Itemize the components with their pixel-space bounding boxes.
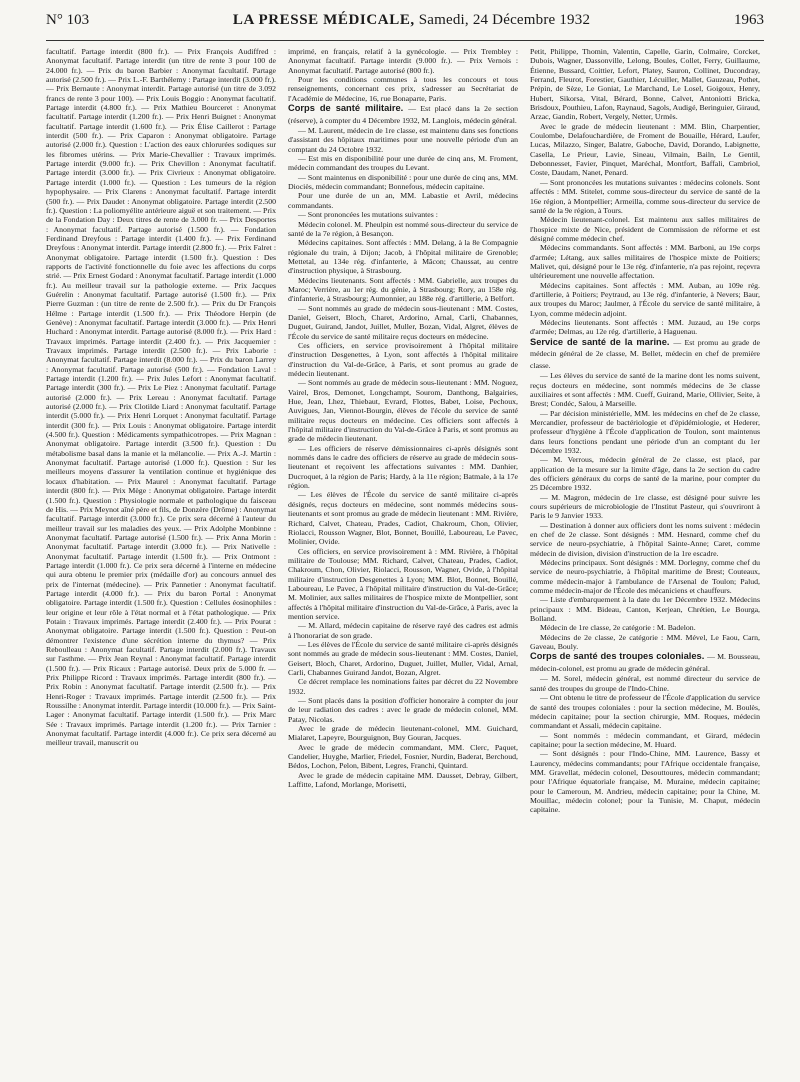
paragraph: — Destination à donner aux officiers dont les noms suivent : médecin en chef de 2e classe. Sont désignés : MM. Hesnard, comme chef du service de neuro-psychiatrie, à l'hôpital Sainte-Anne; Caret, comme médecin de division, division d'instruction de la 1re escadre. <box>530 520 760 558</box>
paragraph: — Sont nommés : médecin commandant, et Girard, médecin capitaine; pour la section médecine, M. Huard. <box>530 730 760 749</box>
section-heading: Corps de santé militaire. — Est placé dans la 2e section (réserve), à compter du 4 Décembre 1932, M. Langlois, médecin général. <box>288 103 518 125</box>
column-2 <box>288 47 518 1077</box>
paragraph: Médecin colonel. M. Pheulpin est nommé sous-directeur du service de santé de la 7e région, à Besançon. <box>288 219 518 238</box>
paragraph: Ces officiers, en service provisoirement à l'hôpital militaire d'instruction Desgenettes, à Lyon, sont affectés à l'hôpital militaire d'instruction du Val-de-Grâce, à Paris, et sont promus au grade de médecin lieutenant. <box>288 340 518 378</box>
issue-number: N° 103 <box>46 12 90 28</box>
paragraph: Pour une durée de un an, MM. Labastie et Avril, médecins commandants. <box>288 191 518 210</box>
paragraph: — M. Magron, médecin de 1re classe, est désigné pour suivre les cours supérieurs de microbiologie de l'Institut Pasteur, qui s'ouvriront à Paris le 9 Janvier 1933. <box>530 492 760 521</box>
paragraph: — Les officiers de réserve démissionnaires ci-après désignés sont nommés dans le cadre des officiers de réserve au grade de médecin sous-lieutenant et reçoivent les affectations suivantes : MM. Danhier, Ducroquet, à la région de Paris; Hardy, à la 11e région; Batmale, à la 17e région. <box>288 443 518 491</box>
paragraph: Médecin lieutenant-colonel. Est maintenu aux salles militaires de l'hospice mixte de Nice, président de Commission de réforme et est désigné comme médecin chef. <box>530 215 760 243</box>
paragraph: Médecins lieutenants. Sont affectés : MM. Juzaud, au 19e corps d'armée; Delmas, au 12e rég. d'artillerie, à Haguenau. <box>530 317 760 337</box>
journal-name: LA PRESSE MÉDICALE, <box>232 12 415 28</box>
column-3 <box>530 47 760 1077</box>
paragraph: Médecin de 1re classe, 2e catégorie : M. Badelon. <box>540 623 696 633</box>
paragraph: — Les élèves de l'École du service de santé militaire ci-après désignés sont nommés au grade de médecin sous-lieutenant : MM. Costes, Daniel, Geisert, Bloch, Charet, Ardorino, Duguet, Juillet, Muller, Vidal, Arnal, Carli, Chabannes Guirand Jandot, Bozan, Algret. <box>288 639 518 677</box>
section-heading: Service de santé de la marine. — Est promu au grade de médecin général de 2e classe, M. Bellet, médecin en chef de première classe. <box>530 336 760 370</box>
page-header <box>46 12 764 41</box>
paragraph: — Est mis en disponibilité pour une durée de cinq ans, M. Froment, médecin commandant des troupes du Levant. <box>288 154 518 173</box>
paragraph: Pour les conditions communes à tous les concours et tous renseignements, concernant ces prix, s'adresser au Secrétariat de l'Académie de Médecine, 16, rue Bonaparte, Paris. <box>288 75 518 103</box>
paragraph: Médecins principaux. Sont désignés : MM. Dorlegny, comme chef du service de neuro-psychiatrie, à l'hôpital maritime de Brest; Couteaux, comme médecin-major à l'ambulance de l'Arsenal de Toulon; Palud, comme médecin-major de l'École des mécaniciens et chauffeurs. <box>530 558 760 596</box>
issue-date: Samedi, 24 Décembre 1932 <box>418 12 591 28</box>
paragraph: — M. Verrous, médecin général de 2e classe, est placé, par application de la mesure sur la limite d'âge, dans la 2e section du cadre des officiers généraux du corps de santé de la marine, pour compter du 25 Décembre 1932. <box>530 455 760 493</box>
paragraph: — Liste d'embarquement à la date du 1er Décembre 1932. Médecins principaux : MM. Bideau, Canton, Kerjean, Chrétien, Le Bourga, Bolland. <box>530 595 760 624</box>
paragraph: Ce décret remplace les nominations faites par décret du 22 Novembre 1932. <box>288 677 518 696</box>
paragraph: Avec le grade de médecin capitaine MM. Dausset, Debray, Gilbert, Laffitte, Lafond, Morlange, Morisetti, <box>288 770 518 790</box>
paragraph: Médecins de 2e classe, 2e catégorie : MM. Mével, Le Faou, Carn, Gaveau, Bouly. <box>530 632 760 652</box>
paragraph: Avec le grade de médecin lieutenant-colonel, MM. Guichard, Mialaret, Lapeyre, Bourguignon, Buy Gouran, Jacques. <box>288 724 518 743</box>
page-number: 1963 <box>733 12 764 28</box>
text-columns <box>46 47 764 1077</box>
paragraph: — Sont prononcées les mutations suivantes : médecins colonels. Sont affectés : MM. Stitelet, comme sous-directeur du service de santé de la 16e région, à Montpellier; Armeilla, comme sous-directeur du service de santé de la 9e région, à Tours. <box>530 177 760 215</box>
paragraph: — Par décision ministérielle, MM. les médecins en chef de 2e classe, Mercandier, professeur de bactériologie et d'épidémiologie, et Hederer, professeur d'hygiène à l'École d'application de Toulon, sont maintenus dans leurs fonctions pendant une période d'un an comptant du 1er Décembre 1932. <box>530 408 760 455</box>
paragraph: — M. Laurent, médecin de 1re classe, est maintenu dans ses fonctions d'assistant des hôpitaux maritimes pour une nouvelle période d'un an comptant du 24 Octobre 1932. <box>288 126 518 154</box>
paragraph: — Les élèves du service de santé de la marine dont les noms suivent, reçus docteurs en médecine, sont nommés médecins de 3e classe auxiliaires et sont affectés : MM. Cueff, Guirand, Marie, Ollivier, Seite, à Brest; Condéc, Salou, à Marseille. <box>530 371 760 409</box>
column-1 <box>46 47 276 1077</box>
paragraph: Médecins commandants. Sont affectés : MM. Barboni, au 19e corps d'armée; Létang, aux salles militaires de l'hospice mixte de Poitiers; Malivet, qui, désigné pour le 13e rég. d'infanterie, n'a pas rejoint, reçevra ultérieurement une nouvelle affectation. <box>530 243 760 281</box>
paragraph: Médecins capitaines. Sont affectés : MM. Delang, à la 8e Compagnie régionale du train, à Dijon; Jacob, à l'hôpital militaire de Grenoble; Mettetal, au 134e rég. d'infanterie, à Mâcon; Chaussat, au centre d'instruction physique, à Strasbourg. <box>288 238 518 276</box>
paragraph: Petit, Philippe, Thomin, Valentin, Capelle, Garin, Colmaire, Corcket, Dubois, Wagner, Dassonville, Lelong, Boules, Collet, Ferry, Guillaume, Étienne, Bussard, Coittier, Lefort, Platey, Sauron, Collinet, Ducondray, Ferrand, Fleurot, Forestier, Gauthier, Lécuiller, Mallet, Gauzeau, Pothet, Prépin, de Sèze, Le Goniat, Le Marchand, Le Losel, Goigoux, Henry, Hubert, Sikorsa, Vital, Bérard, Bonne, Calvet, Antoniotti Bricka, Brisdoux, Pouthieu, Lafon, Raynaud, Sagols, Audigé, Beringuier, Giraud, Arzac, Gandin, Robert, Vergely, Netter, Urmès. <box>530 47 760 122</box>
paragraph: — Sont prononcées les mutations suivantes : <box>298 210 438 220</box>
paragraph: — M. Sorel, médecin général, est nommé directeur du service de santé des troupes du groupe de l'Indo-Chine. <box>530 674 760 693</box>
paragraph: — Sont désignés : pour l'Indo-Chine, MM. Laurence, Bassy et Laurency, médecins commandants; pour l'Afrique occidentale française, MM. Gravellat, médecin colonel, Desouttoures, médecin commandant; pour l'Afrique équatoriale française, M. Muraine, médecin capitaine; pour le Cameroun, M. Andrieu, médecin capitaine; pour la Chine, M. Mouillac, médecin colonel; pour la Tunisie, M. Chaput, médecin capitaine. <box>530 749 760 815</box>
paragraph: imprimé, en français, relatif à la gynécologie. — Prix Trembley : Anonymat facultatif. Partage interdit (9.000 fr.). — Prix Vernois : Anonymat facultatif. Partage autorisé (800 fr.). <box>288 47 518 75</box>
journal-title <box>233 12 590 29</box>
paragraph: Médecins capitaines. Sont affectés : MM. Auban, au 109e rég. d'artillerie, à Poitiers; Peytraud, au 13e rég. d'infanterie, à Nevers; Baur, aux troupes du Maroc; Jaulmer, à l'École du service de santé militaire, à Lyon, comme médecin adjoint. <box>530 280 760 318</box>
paragraph: — Sont placés dans la position d'officier honoraire à compter du jour de leur radiation des cadres : avec le grade de médecin colonel, MM. Patay, Nicolas. <box>288 696 518 724</box>
paragraph: — Sont nommés au grade de médecin sous-lieutenant : MM. Noguez, Vairel, Bros, Demonet, Longchampt, Sourom, Danthong, Balgairies, Hue, Jean, Lhez, Thiebaut, Evrard, Flottes, Babet, Loise, Pechoux, Auvigues, Jan, Viennot-Bourgin, élèves de l'école du service de santé militaire reçus docteurs en médecine. Ces officiers sont affectés à l'hôpital militaire d'instruction du Val-de-Grâce à Paris, et sont promus au grade de médecin lieutenant. <box>288 378 518 444</box>
paragraph: Médecins lieutenants. Sont affectés : MM. Gabrielle, aux troupes du Maroc; Verrière, au 1er rég. du génie, à Strasbourg; Rory, au 158e rég. d'infanterie, à Strasbourg; Aumonnier, au 188e rég. d'artillerie, à Belfort. <box>288 275 518 304</box>
section-heading: Corps de santé des troupes coloniales. — M. Bousseau, médecin-colonel, est promu au grade de médecin général. <box>530 651 760 673</box>
paragraph: Avec le grade de médecin lieutenant : MM. Blin, Charpentier, Coulombe, Delafouchardière, de Froment de Bouaille, Hérard, Laufer, Lucas, Milazzo, Singer, Balatre, Gaboche, David, Dorando, Labignette, Casella, Le Prieur, Lavie, Sineau, Vilmain, Bailn, Le Gentil, Debonnesset, Favier, Pinquet, Maréchal, Montfort, Baffali, Cambriol, Coste, Daudam, Nanet, Penard. <box>530 121 760 178</box>
paragraph: — Sont maintenus en disponibilité : pour une durée de cinq ans, MM. Diociès, médecin commandant; Bonnefous, médecin capitaine. <box>288 172 518 192</box>
paragraph: — Les élèves de l'École du service de santé militaire ci-après désignés, reçus docteurs en médecine, sont nommés médecins sous-lieutenants et sont promus au grade de médecin lieutenant : MM. Rivière, Richard, Calvet, Chateau, Prades, Cadiot, Chakroum, Chon, Olivier, Riolacci, Rousson Wagner, Blot, Bonnet, Bouillé, Laboureau, Le Pavec, Molinier, Ovide. <box>288 490 518 547</box>
paragraph: Avec le grade de médecin commandant, MM. Clerc, Paquet, Candelier, Huyghe, Marlier, Friedel, Fosnier, Nurdin, Baderat, Berchoud, Bédos, Lochon, Pelon, Bibent, Legres, Franchi, Quintard. <box>288 742 518 771</box>
paragraph: — Sont nommés au grade de médecin sous-lieutenant : MM. Costes, Daniel, Geisert, Bloch, Charet, Ardorino, Arnal, Carli, Chabannes, Duguet, Guirand, Jandot, Juillet, Muller, Bozan, Vidal, Algret, élèves de l'École du service de santé militaire reçus docteurs en médecine. <box>288 303 518 341</box>
paragraph: facultatif. Partage interdit (800 fr.). — Prix François Audiffred : Anonymat facultatif. Partage interdit (un titre de rente 3 pour 100 de 24.000 fr.). — Prix du baron Barbier : Anonymat facultatif. Partage autorisé (2.500 fr.). — Prix L.-F. Barthélemy : Partage interdit (3.000 fr.). — Prix Bernaute : Anonymat interdit. Partage autorisé (un titre de 3.092 francs de rente 3 pour 100). — Prix Louis Boggio : Anonymat facultatif. Partage interdit (4.800 fr.). — Prix Mathieu Bourceret : Anonymat facultatif. Partage interdit (1.200 fr.). — Prix Henri Buignet : Anonymat facultatif. Partage interdit (1.600 fr.). — Prix Élise Caillerot : Partage interdit (500 fr.). — Prix Caparon : Anonymat obligatoire. Partage autorisé (2.000 fr.). Question : L'action des eaux chlorurées sodiques sur les fibromes utérins. — Prix Marie-Chevallier : Travaux imprimés. Partage interdit (9.000 fr.). — Prix Chevillon : Anonymat facultatif. Partage interdit (3.000 fr.). — Prix Civrieux : Anonymat obligatoire. Partage interdit (1.000 fr.). — Question : Les tumeurs de la région hypophysaire. — Prix Clarens : Anonymat facultatif. Partage interdit (500 fr.). — Prix Daudet : Anonymat obligatoire. Partage interdit (2.500 fr.). Question : La poliomyélite antérieure aiguë et son traitement. — Prix de la Fondation Day : Deux titres de rente de 3.000 fr. — Prix Desportes : Anonymat facultatif. Partage autorisé (1.500 fr.). — Fondation Ferdinand Dreyfous : Partage interdit (1.400 fr.). — Prix Ferdinand Dreyfous : Anonymat interdit. Partage interdit (2.800 fr.). — Prix Falret : Anonymat obligatoire. Partage interdit (1.500 fr.). Question : Des rapports de l'activité fonctionnelle du foie avec les affections du corps strié. — Prix Ernest Godard : Anonymat facultatif. Partage interdit (1.000 fr.). Au meilleur travail sur la pathologie externe. — Prix Jacques Guérelin : Anonymat facultatif. Partage autorisé (1.500 fr.). — Prix Pierre Guzman : (un titre de rente de 2.500 fr.). — Prix du Dr François Hélme : Partage interdit (1.500 fr.). — Prix Théodore Herpin (de Genève) : Anonymat facultatif. Partage interdit (3.000 fr.). — Prix Henri Huchard : Anonymat interdit. Partage autorisé (8.000 fr.). — Prix Hard : Travaux imprimés. Partage interdit (2.400 fr.). — Prix Jacquemier : Travaux imprimés. Partage interdit (2.500 fr.). — Prix Laborie : Anonymat facultatif. Partage interdit (8.000 fr.). — Prix du baron Larrey : Anonymat facultatif. Partage autorisé (500 fr.). — Fondation Laval : Partage interdit (1.200 fr.). — Prix Jules Lefort : Anonymat facultatif. Partage interdit (300 fr.). — Prix Le Piez : Anonymat facultatif. Partage autorisé (2.000 fr.). — Prix Lereau : Anonymat facultatif. Partage autorisé (2.000 fr.). — Prix Clotilde Liard : Anonymat facultatif. Partage interdit (5.000 fr.). — Prix Henri Lorquet : Anonymat facultatif. Partage interdit (300 fr.). — Prix Louis : Anonymat obligatoire. Partage interdit (4.500 fr.). Question : Médicaments sympathicotropes. — Prix Magnan : Anonymat obligatoire. Partage interdit (3.500 fr.). Question : Du métabolisme basal dans la manie et la mélancolie. — Prix A.-J. Martin : Anonymat facultatif. Partage autorisé (1.000 fr.). Question : Sur les meilleurs moyens d'assurer la ventilation continue et hygiénique des locaux d'habitation. — Prix Maurel : Anonymat facultatif. Partage interdit (800 fr.). — Prix Mège : Anonymat obligatoire. Partage interdit (1.500 fr.). Question : Physiologie normale et pathologique du faisceau de His. — Prix Meynot aîné père et fils, de Donzère (Drôme) : Anonymat facultatif. Partage interdit (3.000 fr.). Ce prix sera décerné à l'auteur du meilleur travail sur les maladies des yeux. — Prix Adolphe Monbinne : Anonymat facultatif. Partage autorisé (1.500 fr.). — Prix Anna Morin : Anonymat facultatif. Partage interdit (3.000 fr.). — Prix Nativelle : Anonymat facultatif. Partage interdit (1.500 fr.). — Prix Ontmont : Partage interdit (1.000 fr.). Ce prix sera décerné à l'interne en médecine qui aura obtenu le premier prix (médaille d'or) au concours annuel des prix de l'internat (médecine). — Prix Pannetier : Anonymat facultatif. Partage interdit (4.000 fr.). — Prix du baron Portal : Anonymat obligatoire. Partage interdit (1.500 fr.). Question : Cellules éosinophiles : leur origine et leur rôle à l'état normal et à l'état pathologique. — Prix Potain : Travaux imprimés. Partage interdit (2.400 fr.). — Prix Pourat : Anonymat obligatoire. Partage interdit (1.500 fr.). Question : Peut-on démontrer l'existence d'une sécrétion interne du thymus? — Prix Reboulleau : Anonymat facultatif. Partage interdit (2.000 fr.). Travaux sur l'asthme. — Prix Jean Reynal : Anonymat facultatif. Partage interdit (1.500 fr.). — Prix Ricaux : Partage autorisé. Deux prix de 5.000 fr. — Prix Philippe Ricord : Travaux imprimés. Partage interdit (800 fr.). — Prix Robin : Anonymat facultatif. Partage interdit (2.500 fr.). — Prix Henri-Roger : Travaux imprimés. Partage interdit (2.500 fr.). — Prix Roussilhe : Anonymat interdit. Partage interdit (10.000 fr.). — Prix Saint-Lager : Anonymat facultatif. Partage interdit (1.500 fr.). — Prix Marc Sée : Travaux imprimés. Partage interdit (1.200 fr.). — Prix Tarnier : Anonymat facultatif. Partage interdit (4.000 fr.). Ce prix sera décerné au meilleur travail, manuscrit ou <box>46 47 276 748</box>
paragraph: — Ont obtenu le titre de professeur de l'École d'application du service de santé des troupes coloniales : pour la section médecine, M. Boulès, médecin capitaine; pour la section chirurgie, MM. Roques, médecin commandant et Assali, médecin capitaine. <box>530 693 760 731</box>
paragraph: — M. Allard, médecin capitaine de réserve rayé des cadres est admis à l'honorariat de son grade. <box>288 621 518 640</box>
paragraph: Ces officiers, en service provisoirement à : MM. Rivière, à l'hôpital militaire de Toulouse; MM. Richard, Calvet, Chateau, Prades, Cadiot, Chakroum, Chon, Olivier, Riolacci, Rousson, Wagner, Ovide, à l'hôpital militaire d'instruction Desgenettes à Lyon; MM. Blot, Bonnet, Bouillé, Laboureau, Le Pavec, à l'hôpital militaire d'instruction du Val-de-Grâce; M. Molinier, aux salles militaires de l'hospice mixte de Montpellier, sont affectés à l'hôpital militaire d'instruction du Val-de-Grâce, à Paris, avec la mention service. <box>288 546 518 621</box>
